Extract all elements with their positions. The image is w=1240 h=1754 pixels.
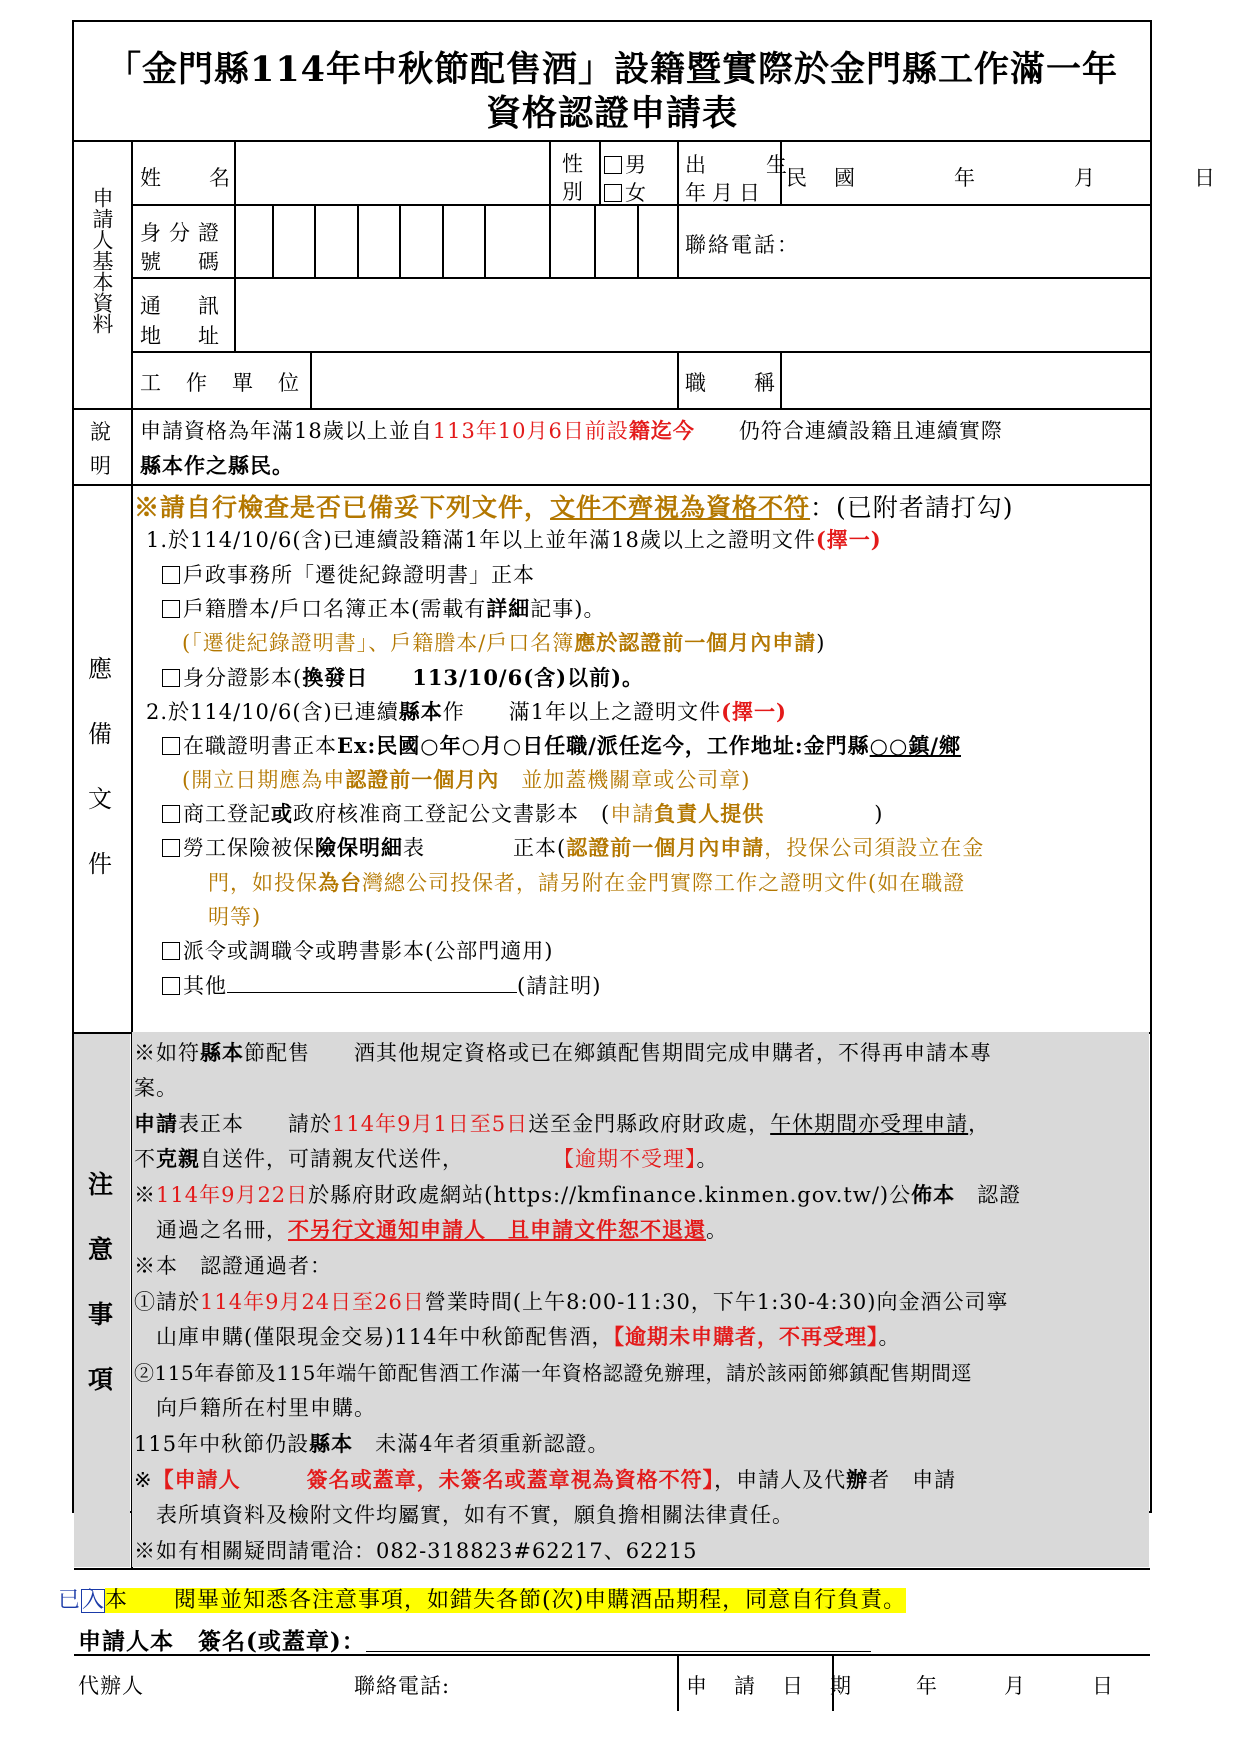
- apply-date-field[interactable]: 年 月 日: [916, 1674, 1114, 1698]
- note-10: 向戶籍所在村里申購。: [156, 1396, 376, 1420]
- note-8: 山庫申購(僅限現金交易)114年中秋節配售酒，【逾期未申購者，不再受理】。: [156, 1324, 901, 1349]
- note-2: 申請表正本 請於114年9月1日至5日送至金門縣政府財政處，午休期間亦受理申請，: [134, 1111, 991, 1136]
- note-12: ※【申請人 簽名或蓋章，未簽名或蓋章視為資格不符】，申請人及代辦者 申請: [134, 1467, 957, 1492]
- form-title-line2: 資格認證申請表: [485, 93, 738, 134]
- id-label-1: 身分證: [140, 221, 227, 245]
- doc-id-checkbox[interactable]: [162, 669, 180, 687]
- agent-field[interactable]: [154, 1656, 304, 1710]
- doc-id-copy[interactable]: 身分證影本(換發日 113/10/6(含)以前)。: [162, 662, 644, 692]
- note-3: 不克親自送件，可請親友代送件， 【逾期不受理】。: [134, 1146, 719, 1171]
- doc-migration-checkbox[interactable]: [162, 566, 180, 584]
- doc-other-checkbox[interactable]: [162, 977, 180, 995]
- note-14: ※如有相關疑問請電洽：082-318823#62217、62215: [134, 1539, 698, 1563]
- note-13: 表所填資料及檢附文件均屬實，如有不實，願負擔相關法律責任。: [156, 1503, 794, 1527]
- doc-migration-record[interactable]: 戶政事務所「遷徙紀錄證明書」正本: [162, 559, 535, 589]
- birth-label-1: 出 生: [685, 153, 793, 177]
- note-1b: 案。: [134, 1076, 178, 1100]
- birth-label-2: 年月日: [685, 181, 766, 205]
- section-label-basic: [82, 187, 122, 340]
- application-form: [58, 20, 1218, 1698]
- docs-item2: 2.於114/10/6(含)已連續縣本作 滿1年以上之證明文件(擇一): [146, 699, 787, 724]
- explain-line2: 縣本作之縣民。: [140, 453, 294, 478]
- doc-employment-cert[interactable]: 在職證明書正本Ex:民國○年○月○日任職/派任迄今，工作地址:金門縣○○鎮/鄉: [162, 730, 961, 760]
- birth-date-field[interactable]: 民 國 年 月 日: [786, 166, 1218, 190]
- work-unit-label: 工 作 單 位: [140, 371, 301, 395]
- gender-label: 性別: [562, 152, 585, 204]
- name-field[interactable]: [236, 142, 548, 203]
- gender-male-option[interactable]: [604, 149, 648, 179]
- doc-household-checkbox[interactable]: [162, 600, 180, 618]
- note-6: ※本 認證通過者：: [134, 1254, 332, 1278]
- agent-label: 代辦人: [78, 1674, 144, 1698]
- gender-female-option[interactable]: [604, 177, 648, 207]
- ack-text: 本 閱畢並知悉各注意事項，如錯失各節(次)申購酒品期程，同意自行負責。: [105, 1588, 907, 1613]
- doc-appointment[interactable]: 派令或調職令或聘書影本(公部門適用): [162, 935, 553, 965]
- note-5: 通過之名冊，不另行文通知申請人 且申請文件恕不退還。: [156, 1217, 728, 1242]
- agent-phone-label: 聯絡電話:: [354, 1674, 451, 1698]
- section-label-basic-text: 申請人基本資料: [90, 187, 114, 334]
- doc-note-1: (「遷徙紀錄證明書」、戶籍謄本/戶口名簿應於認證前一個月內申請): [182, 630, 826, 655]
- ack-checkbox[interactable]: 入: [82, 1588, 106, 1613]
- note-1: ※如符縣本節配售 酒其他規定資格或已在鄉鎮配售期間完成申購者，不得再申請本專: [134, 1040, 992, 1065]
- address-label-1: 通 訊: [140, 294, 227, 318]
- docs-item1: 1.於114/10/6(含)已連續設籍滿1年以上並年滿18歲以上之證明文件(擇一): [146, 527, 882, 552]
- doc-business-checkbox[interactable]: [162, 805, 180, 823]
- male-checkbox[interactable]: [604, 156, 622, 174]
- doc-note-2: (開立日期應為申認證前一個月內 並加蓋機關章或公司章): [182, 767, 751, 792]
- explain-label: 說明: [90, 420, 111, 478]
- doc-employment-checkbox[interactable]: [162, 737, 180, 755]
- phone-label: 聯絡電話：: [685, 233, 800, 257]
- signature-line[interactable]: [366, 1631, 871, 1652]
- id-label-2: 號 碼: [140, 250, 227, 274]
- doc-labor-note-2: 明等): [208, 905, 262, 929]
- apply-date-label: 申 請 日 期: [686, 1674, 854, 1698]
- doc-labor-checkbox[interactable]: [162, 839, 180, 857]
- docs-label-text: 應備文件: [88, 655, 112, 878]
- doc-business-registration[interactable]: 商工登記或政府核准商工登記公文書影本 (申請負責人提供 ): [162, 798, 883, 828]
- address-field[interactable]: [236, 279, 1148, 350]
- male-text: 男: [625, 153, 648, 177]
- signature-row: 申請人本 簽名(或蓋章)：: [78, 1623, 871, 1656]
- explain-line1: 申請資格為年滿18歲以上並自113年10月6日前設籍迄今 仍符合連續設籍且連續實際: [140, 418, 1003, 443]
- ack-prefix: 已: [58, 1588, 82, 1613]
- note-4: ※114年9月22日於縣府財政處網站(https://kmfinance.kinmen.gov.tw/)公佈本 認證: [134, 1182, 1022, 1207]
- female-text: 女: [625, 181, 648, 205]
- notes-label: [88, 1152, 116, 1412]
- note-7: ①請於114年9月24日至26日營業時間(上午8:00-11:30，下午1:30-4:30)向金酒公司寧: [134, 1290, 1009, 1314]
- address-label-2: 地 址: [140, 324, 227, 348]
- doc-other-input[interactable]: [227, 974, 517, 993]
- docs-label: [88, 637, 116, 897]
- doc-household-register[interactable]: 戶籍謄本/戶口名簿正本(需載有詳細記事)。: [162, 593, 605, 623]
- doc-labor-note: 門，如投保為台灣總公司投保者，請另附在金門實際工作之證明文件(如在職證: [208, 870, 966, 895]
- form-title-line1: 「金門縣114年中秋節配售酒」設籍暨實際於金門縣工作滿一年: [105, 49, 1119, 90]
- note-9: ②115年春節及115年端午節配售酒工作滿一年資格認證免辦理，請於該兩節鄉鎮配售期間逕: [134, 1361, 972, 1385]
- doc-labor-insurance[interactable]: 勞工保險被保險保明細表 正本(認證前一個月內申請，投保公司須設立在金: [162, 832, 984, 862]
- doc-appointment-checkbox[interactable]: [162, 942, 180, 960]
- doc-other[interactable]: 其他 (請註明): [162, 970, 601, 1000]
- work-unit-field[interactable]: [312, 353, 676, 407]
- job-title-label: 職 稱: [685, 371, 777, 395]
- notes-label-text: 注意事項: [88, 1170, 114, 1394]
- acknowledgement[interactable]: [58, 1583, 906, 1614]
- female-checkbox[interactable]: [604, 184, 622, 202]
- name-label: 姓 名: [140, 166, 232, 190]
- docs-heading: ※請自行檢查是否已備妥下列文件，文件不齊視為資格不符：(已附者請打勾): [134, 493, 1014, 522]
- note-11: 115年中秋節仍設縣本 未滿4年者須重新認證。: [134, 1431, 610, 1456]
- job-title-field[interactable]: [782, 353, 1148, 407]
